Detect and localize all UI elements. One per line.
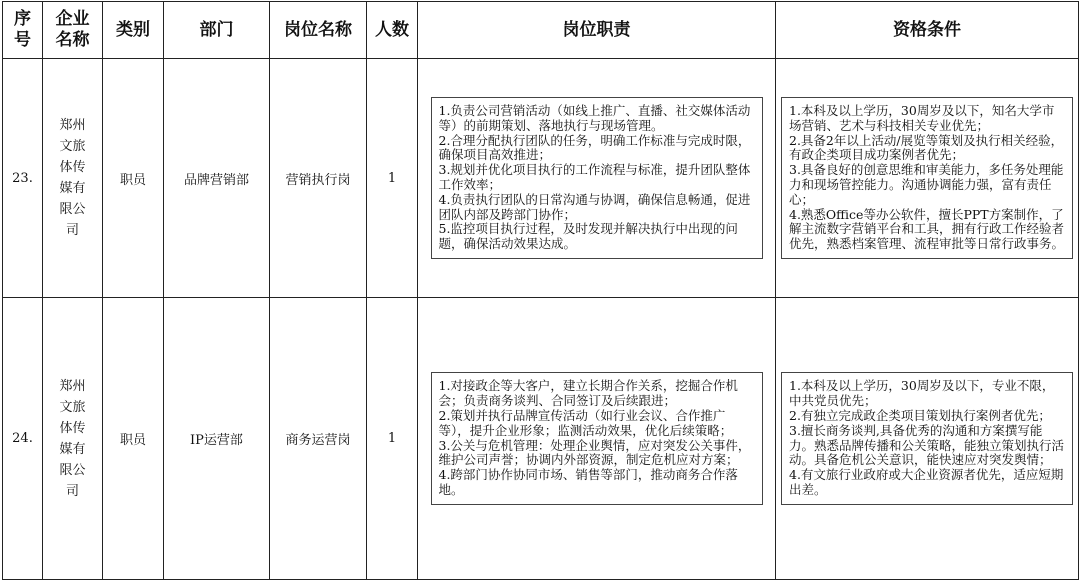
- row-headcount: 1: [367, 59, 418, 298]
- row-department: IP运营部: [164, 298, 270, 580]
- header-category: 类别: [103, 2, 164, 59]
- header-duties: 岗位职责: [418, 2, 776, 59]
- row-category: 职员: [103, 298, 164, 580]
- row-duties: [418, 59, 776, 298]
- row-duties: [418, 298, 776, 580]
- recruitment-table: [2, 1, 1079, 580]
- header-qualifications: 资格条件: [776, 2, 1079, 59]
- row-qualifications: [776, 59, 1079, 298]
- row-position: 商务运营岗: [270, 298, 367, 580]
- header-department: 部门: [164, 2, 270, 59]
- header-seq: 序 号: [3, 2, 43, 59]
- header-row: [3, 2, 1079, 59]
- duties-box: 1.对接政企等大客户，建立长期合作关系，挖掘合作机会；负责商务谈判、合同签订及后续跟进； 2.策划并执行品牌宣传活动（如行业会议、合作推广等），提升企业形象；监测活动效果，优化后续策略； 3.公关与危机管理：处理企业舆情，应对突发公关事件，维护公司声誉；协调内外部资源，制定危机应对方案； 4.跨部门协作协同市场、销售等部门，推动商务合作落地。: [431, 372, 763, 504]
- table-row: [3, 298, 1079, 580]
- row-category: 职员: [103, 59, 164, 298]
- qualifications-box: 1.本科及以上学历，30周岁及以下，专业不限，中共党员优先； 2.有独立完成政企类项目策划执行案例者优先； 3.擅长商务谈判,具备优秀的沟通和方案撰写能力。熟悉品牌传播和公关策略，能独立策划执行活动。具备危机公关意识，能快速应对突发舆情； 4.有文旅行业政府或大企业资源者优先，适应短期出差。: [781, 372, 1073, 504]
- row-qualifications: [776, 298, 1079, 580]
- row-seq: 24.: [3, 298, 43, 580]
- row-seq: 23.: [3, 59, 43, 298]
- row-company: 郑州 文旅 体传 媒有 限公 司: [43, 298, 103, 580]
- row-position: 营销执行岗: [270, 59, 367, 298]
- header-headcount: 人数: [367, 2, 418, 59]
- table-row: [3, 59, 1079, 298]
- qualifications-box: 1.本科及以上学历，30周岁及以下，知名大学市场营销、艺术与科技相关专业优先； 2.具备2年以上活动/展览等策划及执行相关经验，有政企类项目成功案例者优先； 3.具备良好的创意思维和审美能力，多任务处理能力和现场管控能力。沟通协调能力强，富有责任心； 4.熟悉Office等办公软件，擅长PPT方案制作，了解主流数字营销平台和工具，拥有行政工作经验者优先，熟悉档案管理、流程审批等日常行政事务。: [781, 97, 1073, 259]
- duties-box: 1.负责公司营销活动（如线上推广、直播、社交媒体活动等）的前期策划、落地执行与现场管理。 2.合理分配执行团队的任务，明确工作标准与完成时限，确保项目高效推进； 3.规划并优化项目执行的工作流程与标准，提升团队整体工作效率； 4.负责执行团队的日常沟通与协调，确保信息畅通，促进团队内部及跨部门协作； 5.监控项目执行过程，及时发现并解决执行中出现的问题，确保活动效果达成。: [431, 97, 763, 259]
- row-headcount: 1: [367, 298, 418, 580]
- header-company: 企业 名称: [43, 2, 103, 59]
- row-department: 品牌营销部: [164, 59, 270, 298]
- row-company: 郑州 文旅 体传 媒有 限公 司: [43, 59, 103, 298]
- header-position: 岗位名称: [270, 2, 367, 59]
